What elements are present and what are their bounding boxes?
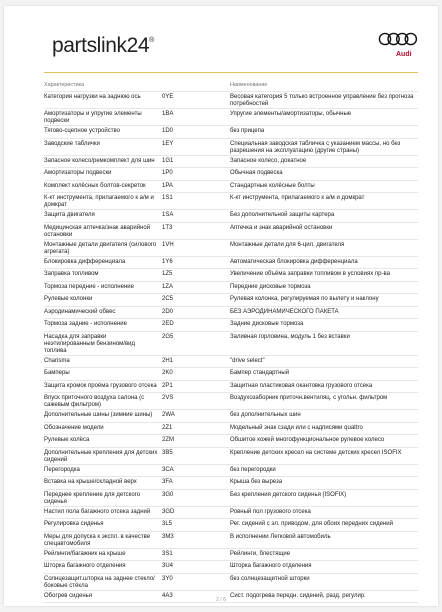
row-code: 1EY (162, 140, 174, 147)
row-characteristic: Меры для допуска к экспл. в качестве спецавтомобиля (44, 533, 151, 547)
row-code: 3G0 (162, 491, 174, 498)
table-row (44, 269, 418, 282)
table-row (44, 477, 418, 490)
row-description: Монтажные детали для 6-цил. двигателя (230, 241, 345, 248)
row-characteristic: Тормоза задние - исполнение (44, 321, 127, 327)
table-row (44, 92, 418, 109)
table-row (44, 168, 418, 181)
table-row (44, 193, 418, 210)
row-characteristic: Рейлинги/багажник на крыше (44, 550, 126, 557)
row-code: 3FA (162, 479, 173, 485)
row-description: "drive select" (230, 357, 265, 364)
row-code: 2ZM (162, 437, 174, 443)
table-row (44, 368, 418, 381)
row-description: К-кт инструмента, прилагаемого к а/м и домкрат (230, 195, 365, 201)
row-characteristic: Бамперы (44, 370, 70, 376)
table-row (44, 549, 418, 562)
table-row (44, 240, 418, 257)
row-code: 3M3 (162, 533, 174, 540)
row-characteristic: Впуск приточного воздуха салона (с сажевым фильтром) (44, 395, 145, 408)
row-description: БЕЗ АЭРОДИНАМИЧЕСКОГО ПАКЕТА (230, 308, 339, 315)
row-description: Крепление детских кресел на системе детских кресел ISOFIX (230, 449, 402, 456)
row-description: Модельный знак сзади или с надписями quattro (230, 424, 363, 431)
row-description: Защитная пластиковая окантовка грузового отсека (230, 382, 373, 389)
row-characteristic: Насадка для заправки неэтилированным бензином/вид топлива (44, 333, 135, 354)
row-description: без солнцезащитной шторки (230, 575, 310, 582)
table-row (44, 356, 418, 369)
row-code: 1G1 (162, 157, 174, 164)
row-description: Заливная горловина, модуль 1 без вставки (230, 333, 350, 340)
logo-text: partslink24 (52, 34, 150, 57)
row-characteristic: Вставка на крыше/складной верх (44, 479, 137, 485)
row-description: Аптечка и знак аварийной остановки (230, 224, 333, 231)
row-code: 1Z5 (162, 271, 173, 277)
table-row (44, 410, 418, 423)
document-page (4, 6, 438, 606)
row-characteristic: Переднее крепление для детского сиденья (44, 491, 141, 505)
table-row (44, 574, 418, 591)
row-characteristic: Комплект колёсных болтов-секреток (44, 182, 146, 189)
row-code: 1D0 (162, 128, 174, 134)
row-characteristic: Медицинская аптечка/знак аварийной остановки (44, 224, 151, 238)
row-code: 1PA (162, 182, 173, 189)
table-row (44, 319, 418, 332)
row-characteristic: Рулевые колёса (44, 437, 90, 443)
row-description: без дополнительных шин (230, 412, 301, 418)
partslink24-logo (52, 34, 154, 58)
row-characteristic: Дополнительные крепления для детских сидений (44, 449, 158, 463)
table-row (44, 435, 418, 448)
table-row (44, 490, 418, 507)
row-characteristic: Заводские таблички (44, 140, 100, 147)
row-characteristic: Амортизаторы подвески (44, 170, 112, 176)
row-code: 2C5 (162, 296, 174, 302)
row-characteristic: Шторка багажного отделения (44, 563, 126, 569)
table-row (44, 507, 418, 520)
row-characteristic: Блокировка дифференциала (44, 258, 126, 265)
header-divider (44, 72, 418, 73)
row-description: Крыша без выреза (230, 479, 283, 485)
row-code: 2Z1 (162, 424, 173, 431)
row-description: Специальная заводская табличка с указанием массы, но без разрешения на эксплуатацию (другие страны) (230, 140, 401, 154)
row-characteristic: Дополнительные шины (зимние шины) (44, 412, 153, 418)
row-description: Без дополнительной защиты картера (230, 212, 335, 218)
row-code: 1SA (162, 212, 174, 218)
row-description: Рейлинги, блестящие (230, 550, 291, 557)
row-code: 3CA (162, 466, 174, 473)
row-description: без прицепа (230, 128, 265, 134)
table-row (44, 393, 418, 410)
row-characteristic: Обогрев сиденья (44, 592, 93, 599)
row-description: Автоматическая блокировка дифференциала (230, 258, 358, 265)
row-characteristic: Обозначение модели (44, 424, 104, 431)
row-characteristic: Тягово-сцепное устройство (44, 128, 120, 134)
page-number: 2 / 6 (216, 597, 226, 603)
row-code: 2WA (162, 412, 175, 418)
table-row (44, 381, 418, 394)
table-row (44, 423, 418, 436)
audi-rings-icon (378, 32, 418, 46)
row-description: Запасное колесо, докатное (230, 157, 307, 164)
row-characteristic: Регулировка сиденья (44, 521, 104, 527)
table-row (44, 519, 418, 532)
column-header-characteristic: Характеристика (44, 82, 85, 88)
table-row (44, 332, 418, 356)
row-characteristic: Защита кромок проёма грузового отсека (44, 382, 157, 389)
row-characteristic: Защита двигателя (44, 212, 95, 218)
row-code: 1VH (162, 241, 174, 248)
row-description: Шторка багажного отделения (230, 563, 312, 569)
row-description: В исполнении Легковой автомобиль (230, 533, 331, 540)
row-characteristic: Аэродинамический обвес (44, 308, 116, 315)
row-code: 2VS (162, 395, 174, 401)
row-description: Обшитое кожей многофункциональное рулевое колесо (230, 437, 385, 443)
row-characteristic: Запасное колесо/ремкомплект для шин (44, 157, 155, 164)
audi-brand-text: Audi (396, 51, 412, 58)
row-description: Передние дисковые тормоза (230, 283, 311, 290)
row-description: Сист. подогрева передн. сидений, разд. регулир. (230, 592, 366, 599)
row-description: Обычная подвеска (230, 170, 283, 176)
equipment-table (44, 79, 418, 603)
table-row (44, 532, 418, 549)
row-characteristic: Монтажные детали двигателя (силового агрегата) (44, 241, 157, 255)
table-row (44, 561, 418, 574)
row-code: 3Y0 (162, 575, 173, 582)
row-characteristic: Перегородка (44, 466, 80, 473)
row-characteristic: Настил пола багажного отсека задний (44, 508, 151, 515)
table-row (44, 181, 418, 194)
table-row (44, 109, 418, 126)
column-header-name: Наименование (230, 82, 268, 88)
table-row (44, 126, 418, 139)
row-description: Стандартные колёсные болты (230, 182, 315, 189)
table-row (44, 156, 418, 169)
row-code: 1S1 (162, 195, 173, 201)
table-header (44, 79, 418, 92)
row-code: 1T3 (162, 224, 173, 231)
row-description: Упругие элементы/амортизаторы, обычные (230, 111, 352, 117)
row-code: 1BA (162, 111, 174, 117)
row-characteristic: К-кт инструмента, прилагаемого к а/м и домкрат (44, 195, 154, 208)
row-description: Задние дисковые тормоза (230, 321, 304, 327)
row-code: 3U4 (162, 563, 174, 569)
row-description: Без крепления детского сиденья (ISOFIX) (230, 491, 347, 498)
table-row (44, 257, 418, 270)
row-code: 2G5 (162, 333, 174, 340)
row-description: Рег. сидений с эл. приводом, для обоих передних сидений (230, 521, 393, 527)
row-characteristic: Категория нагрузки на заднюю ось (44, 94, 141, 100)
row-characteristic: Charisma (44, 357, 70, 364)
table-row (44, 448, 418, 465)
row-description: Ровный пол грузового отсека (230, 508, 311, 515)
row-description: Воздухозаборник приточн.вентиляц. с угольн. фильтром (230, 395, 388, 401)
row-code: 0YE (162, 94, 174, 100)
row-code: 2K0 (162, 370, 173, 376)
row-description: Весовая категория 5 только встроенное управление без прогноза потребностей (230, 94, 414, 107)
row-code: 1P0 (162, 170, 173, 176)
row-code: 2P1 (162, 382, 173, 389)
table-body (44, 92, 418, 603)
row-code: 3L5 (162, 521, 173, 527)
row-code: 1Y6 (162, 258, 173, 265)
table-row (44, 139, 418, 156)
row-characteristic: Солнцезащит.шторка на заднее стекло/боковые стёкла (44, 575, 155, 589)
row-code: 2D0 (162, 308, 174, 315)
table-row (44, 307, 418, 320)
row-code: 3GD (162, 508, 175, 515)
row-code: 3B5 (162, 449, 173, 456)
table-row (44, 282, 418, 295)
row-characteristic: Амортизаторы и упругие элементы подвески (44, 111, 142, 124)
row-code: 1ZA (162, 283, 174, 290)
page-header (4, 6, 438, 66)
table-row (44, 294, 418, 307)
row-code: 2H1 (162, 357, 174, 364)
table-row (44, 223, 418, 240)
row-code: 2ED (162, 321, 174, 327)
row-characteristic: Заправка топливом (44, 271, 99, 277)
row-description: Бампер стандартный (230, 370, 290, 376)
row-code: 3S1 (162, 550, 173, 557)
row-characteristic: Тормоза передние - исполнение (44, 283, 134, 290)
row-code: 4A3 (162, 592, 173, 599)
logo-registered-mark: ® (149, 37, 154, 44)
row-description: без перегородки (230, 466, 276, 473)
row-description: Увеличение объёма заправки топливом в условиях пр-ва (230, 271, 390, 277)
row-description: Рулевая колонка, регулируемая по вылету и наклону (230, 296, 379, 302)
table-row (44, 210, 418, 223)
table-row (44, 465, 418, 478)
row-characteristic: Рулевые колонки (44, 296, 93, 302)
